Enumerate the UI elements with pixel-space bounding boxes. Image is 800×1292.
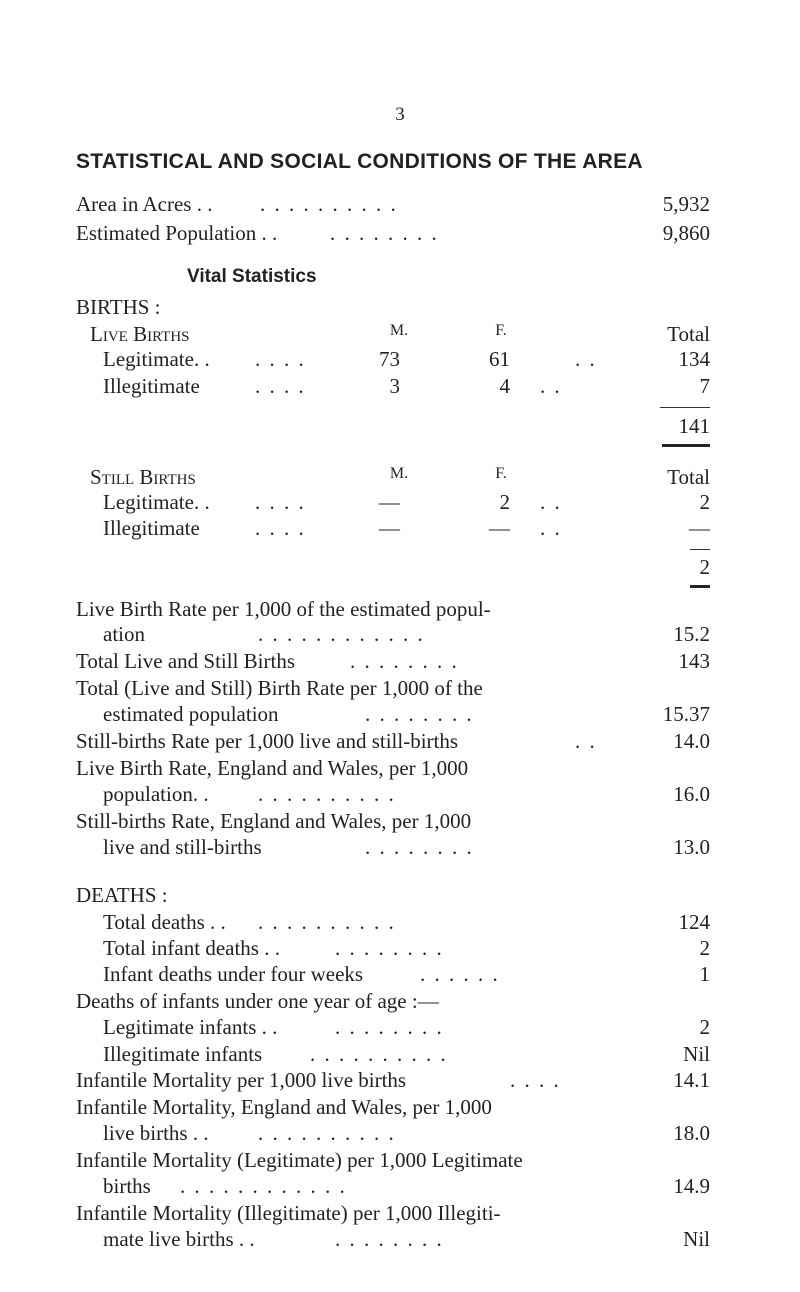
rate-total-births-value: 143 (678, 649, 710, 673)
still-legit-f: 2 (499, 490, 510, 514)
still-illegit-dots: . . . . (255, 516, 306, 540)
still-legit-m: — (379, 490, 400, 514)
rate-total-birth-line1: Total (Live and Still) Birth Rate per 1,000 of the (76, 676, 483, 700)
deaths-illegit-infants-value: Nil (683, 1042, 710, 1066)
live-illegit-f: 4 (499, 374, 510, 398)
rate-total-births-dots: . . . . . . . . (350, 649, 459, 673)
still-legit-label: Legitimate. . (103, 490, 210, 514)
rate-still-births-dots: . . (575, 729, 597, 753)
deaths-total-value: 124 (678, 910, 710, 934)
live-sum-double-rule (662, 444, 710, 447)
still-illegit-f: — (489, 516, 510, 540)
population-dots: . . . . . . . . (330, 221, 439, 245)
rate-total-birth-value: 15.37 (662, 702, 710, 726)
still-col-f: F. (495, 465, 507, 482)
deaths-heading: DEATHS : (76, 883, 168, 907)
page-title: STATISTICAL AND SOCIAL CONDITIONS OF THE AREA (76, 150, 643, 173)
rate-live-birth-dots: . . . . . . . . . . . . (258, 622, 425, 646)
still-col-total: Total (667, 465, 710, 489)
mortality-rate-dots: . . . . (510, 1068, 561, 1092)
live-illegit-total: 7 (699, 374, 710, 398)
live-legit-m: 73 (379, 347, 400, 371)
mortality-legit-line2: births (103, 1174, 151, 1198)
mortality-illegit-value: Nil (683, 1227, 710, 1251)
rate-still-births-label: Still-births Rate per 1,000 live and still-births (76, 729, 459, 753)
still-births-sum: 2 (699, 555, 710, 579)
still-legit-total: 2 (699, 490, 710, 514)
deaths-four-weeks-label: Infant deaths under four weeks (103, 962, 364, 986)
still-illegit-total: — (689, 516, 710, 540)
rate-live-birth-value: 15.2 (673, 622, 710, 646)
deaths-infant-label: Total infant deaths . . (103, 936, 280, 960)
rate-ew-live-birth-dots: . . . . . . . . . . (258, 782, 396, 806)
area-acres-value: 5,932 (662, 192, 710, 216)
rate-total-births-label: Total Live and Still Births (76, 649, 296, 673)
deaths-legit-infants-value: 2 (699, 1015, 710, 1039)
still-illegit-dots2: . . (540, 516, 562, 540)
mortality-ew-line2: live births . . (103, 1121, 209, 1145)
still-sum-rule (690, 549, 710, 550)
live-col-m: M. (389, 322, 409, 339)
still-legit-dots: . . . . (255, 490, 306, 514)
still-sum-double-rule (690, 585, 710, 588)
still-col-m: M. (389, 465, 409, 482)
deaths-legit-infants-dots: . . . . . . . . (335, 1015, 444, 1039)
rate-ew-live-birth-line2: population. . (103, 782, 209, 806)
still-illegit-m: — (379, 516, 400, 540)
still-births-heading: Still Births (90, 465, 196, 489)
page-number: 3 (395, 104, 405, 125)
rate-live-birth-line1: Live Birth Rate per 1,000 of the estimated popul- (76, 597, 491, 621)
population-label: Estimated Population . . (76, 221, 278, 245)
mortality-illegit-dots: . . . . . . . . (335, 1227, 444, 1251)
rate-ew-still-births-line2: live and still-births (103, 835, 262, 859)
mortality-illegit-line1: Infantile Mortality (Illegitimate) per 1,000 Illegiti- (76, 1201, 501, 1225)
births-heading: BIRTHS : (76, 295, 161, 319)
deaths-infant-dots: . . . . . . . . (335, 936, 444, 960)
mortality-ew-dots: . . . . . . . . . . (258, 1121, 396, 1145)
deaths-total-dots: . . . . . . . . . . (258, 910, 396, 934)
rate-total-birth-line2: estimated population (103, 702, 279, 726)
live-sum-rule (660, 407, 710, 408)
mortality-ew-value: 18.0 (673, 1121, 710, 1145)
live-illegit-m: 3 (389, 374, 400, 398)
live-births-heading: Live Births (90, 322, 190, 346)
area-acres-label: Area in Acres . . (76, 192, 213, 216)
rate-total-birth-dots: . . . . . . . . (365, 702, 474, 726)
live-births-sum: 141 (678, 414, 710, 438)
deaths-infant-value: 2 (699, 936, 710, 960)
rate-ew-still-births-dots: . . . . . . . . (365, 835, 474, 859)
area-acres-dots: . . . . . . . . . . (260, 192, 398, 216)
vital-statistics-heading: Vital Statistics (187, 266, 317, 287)
live-legit-dots: . . . . (255, 347, 306, 371)
mortality-legit-line1: Infantile Mortality (Legitimate) per 1,000 Legitimate (76, 1148, 523, 1172)
mortality-legit-dots: . . . . . . . . . . . . (180, 1174, 347, 1198)
deaths-under-one-heading: Deaths of infants under one year of age :— (76, 989, 439, 1013)
live-legit-label: Legitimate. . (103, 347, 210, 371)
live-illegit-dots2: . . (540, 374, 562, 398)
mortality-ew-line1: Infantile Mortality, England and Wales, per 1,000 (76, 1095, 492, 1119)
still-illegit-label: Illegitimate (103, 516, 200, 540)
mortality-illegit-line2: mate live births . . (103, 1227, 255, 1251)
live-legit-total: 134 (678, 347, 710, 371)
deaths-total-label: Total deaths . . (103, 910, 226, 934)
live-col-total: Total (667, 322, 710, 346)
deaths-four-weeks-dots: . . . . . . (420, 962, 500, 986)
mortality-rate-label: Infantile Mortality per 1,000 live births (76, 1068, 407, 1092)
mortality-legit-value: 14.9 (673, 1174, 710, 1198)
live-col-f: F. (495, 322, 507, 339)
rate-ew-live-birth-line1: Live Birth Rate, England and Wales, per 1,000 (76, 756, 469, 780)
live-legit-dots2: . . (575, 347, 597, 371)
deaths-legit-infants-label: Legitimate infants . . (103, 1015, 278, 1039)
deaths-four-weeks-value: 1 (699, 962, 710, 986)
rate-ew-live-birth-value: 16.0 (673, 782, 710, 806)
rate-still-births-value: 14.0 (673, 729, 710, 753)
rate-ew-still-births-value: 13.0 (673, 835, 710, 859)
live-illegit-dots: . . . . (255, 374, 306, 398)
live-illegit-label: Illegitimate (103, 374, 200, 398)
deaths-illegit-infants-dots: . . . . . . . . . . (310, 1042, 448, 1066)
deaths-illegit-infants-label: Illegitimate infants (103, 1042, 263, 1066)
mortality-rate-value: 14.1 (673, 1068, 710, 1092)
still-legit-dots2: . . (540, 490, 562, 514)
rate-live-birth-line2: ation (103, 622, 145, 646)
rate-ew-still-births-line1: Still-births Rate, England and Wales, per 1,000 (76, 809, 472, 833)
live-legit-f: 61 (489, 347, 510, 371)
population-value: 9,860 (662, 221, 710, 245)
